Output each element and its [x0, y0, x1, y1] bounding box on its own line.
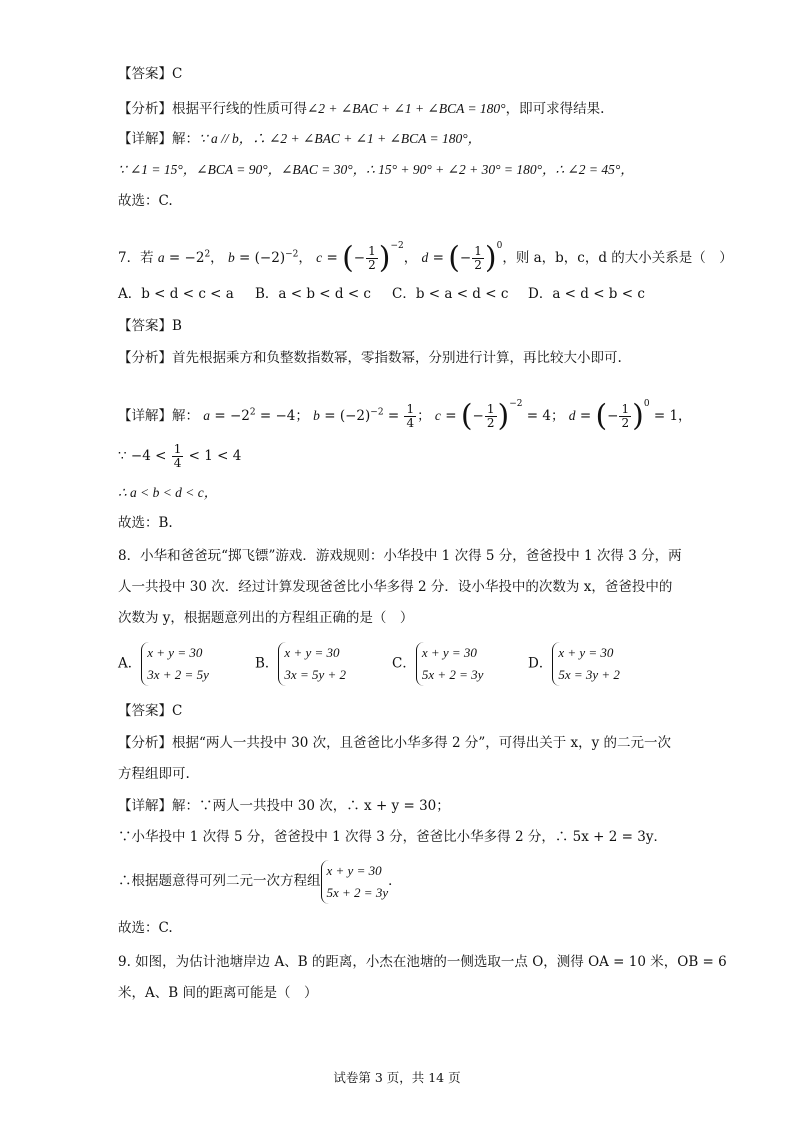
q7-conclusion: 故选：B. [118, 515, 173, 531]
q8-analysis-1: 【分析】根据“两人一共投中 30 次，且爸爸比小华多得 2 分”，可得出关于 x，y 的二元一次 [118, 735, 672, 751]
q7-analysis: 【分析】首先根据乘方和负整数指数幂，零指数幂，分别进行计算，再比较大小即可. [118, 350, 622, 366]
q8-detail-2: ∵小华投中 1 次得 5 分，爸爸投中 1 次得 3 分，爸爸比小华多得 2 分，∴ 5x + 2 = 3y． [118, 829, 667, 845]
q8-option-a-label: A． [118, 655, 142, 672]
q8-option-b[interactable] [255, 642, 346, 686]
q8-option-c-label: C． [392, 655, 416, 672]
q7-detail-label: 【详解】解： [118, 408, 199, 424]
q8-detail-3-end: ． [388, 873, 402, 889]
q6-detail-2: ∵ ∠1 = 15°，∠BCA = 90°，∠BAC = 30°，∴ 15° + 90° + ∠2 + 30° = 180°，∴ ∠2 = 45°， [118, 162, 634, 177]
q6-analysis-text: 【分析】根据平行线的性质可得 [118, 101, 307, 117]
q8-stem-1: 8．小华和爸爸玩“掷飞镖”游戏．游戏规则：小华投中 1 次得 5 分，爸爸投中 1 次得 3 分，两 [118, 548, 682, 564]
q7-option-c[interactable]: C．b < a < d < c [392, 286, 509, 302]
q6-detail-label: 【详解】解： [118, 131, 199, 147]
q8-detail-eq2: 5x + 2 = 3y [326, 884, 389, 900]
q8-option-c-eq1: x + y = 30 [421, 645, 477, 660]
q8-stem-3: 次数为 y，根据题意列出的方程组正确的是（ ） [118, 610, 414, 626]
q7-stem-suffix: ，则 a，b，c，d 的大小关系是（ ） [502, 250, 733, 266]
q6-analysis-tail: ，即可求得结果. [505, 101, 605, 117]
q8-option-b-eq1: x + y = 30 [284, 645, 340, 660]
q8-detail-eq1: x + y = 30 [326, 862, 382, 878]
q7-therefore: ∴ a < b < d < c， [118, 485, 218, 500]
q6-detail-1 [118, 129, 481, 149]
q6-analysis-math: ∠2 + ∠BAC + ∠1 + ∠BCA = 180° [307, 101, 506, 116]
q7-answer: 【答案】B [118, 318, 182, 334]
q7-stem: 7．若 $a = -2^2$， $b = (-2)^{-2}$， c = (− $\frac{1}{2}$ )$^{-2}$， d = (− $\frac{1}{2}$ )$^0$，则 a，b，c，d 的大小关系是（ ） [118, 240, 733, 276]
q6-conclusion: 故选：C. [118, 193, 173, 209]
q8-option-b-eq2: 3x = 5y + 2 [284, 667, 347, 682]
q7-option-b[interactable]: B．a < b < d < c [255, 286, 371, 302]
q7-option-a[interactable]: A．b < d < c < a [118, 286, 234, 302]
page-footer: 试卷第 3 页，共 14 页 [333, 1070, 461, 1085]
q9-stem-2: 米，A、B 间的距离可能是（ ） [118, 985, 318, 1001]
q8-option-d[interactable] [528, 642, 620, 686]
q8-option-a-eq2: 3x + 2 = 5y [147, 667, 209, 682]
q7-detail: 【详解】解： $a = -2^2 = -4$； $b = (-2)^{-2}$ = $\frac{1}{4}$ ； c = (− $\frac{1}{2}$ )$^{-2}$ = 4； d = (− $\frac{1}{2}$ )$^0$ = 1， [118, 398, 692, 434]
q8-option-c[interactable] [392, 642, 483, 686]
q8-conclusion: 故选：C. [118, 920, 173, 936]
q7-because: ∵ −4 < $\frac{1}{4}$ < 1 < 4 [118, 442, 242, 470]
q8-option-d-eq1: x + y = 30 [558, 645, 614, 660]
q8-detail-3-text: ∴根据题意得可列二元一次方程组 [118, 873, 321, 889]
q7-option-d[interactable]: D．a < d < b < c [528, 286, 645, 302]
q6-detail-math-1: ∵ a // b，∴ ∠2 + ∠BAC + ∠1 + ∠BCA = 180°， [199, 131, 482, 146]
q8-option-c-eq2: 5x + 2 = 3y [421, 667, 484, 682]
q8-answer: 【答案】C [118, 703, 183, 719]
q8-detail-3 [118, 857, 402, 905]
q6-analysis [118, 99, 604, 119]
q8-detail-1: 【详解】解：∵两人一共投中 30 次，∴ x + y = 30； [118, 798, 450, 814]
q7-stem-prefix: 7．若 [118, 250, 154, 266]
q8-analysis-2: 方程组即可. [118, 766, 190, 782]
q8-option-d-label: D． [528, 655, 553, 672]
q8-stem-2: 人一共投中 30 次．经过计算发现爸爸比小华多得 2 分．设小华投中的次数为 x，爸爸投中的 [118, 579, 673, 595]
q8-option-a[interactable] [118, 642, 209, 686]
q6-answer: 【答案】C [118, 66, 183, 82]
q8-option-a-eq1: x + y = 30 [147, 645, 203, 660]
q9-stem-1: 9. 如图，为估计池塘岸边 A、B 的距离，小杰在池塘的一侧选取一点 O，测得 OA = 10 米，OB = 6 [118, 954, 727, 970]
q8-option-b-label: B． [255, 655, 279, 672]
q8-option-d-eq2: 5x = 3y + 2 [558, 667, 620, 682]
